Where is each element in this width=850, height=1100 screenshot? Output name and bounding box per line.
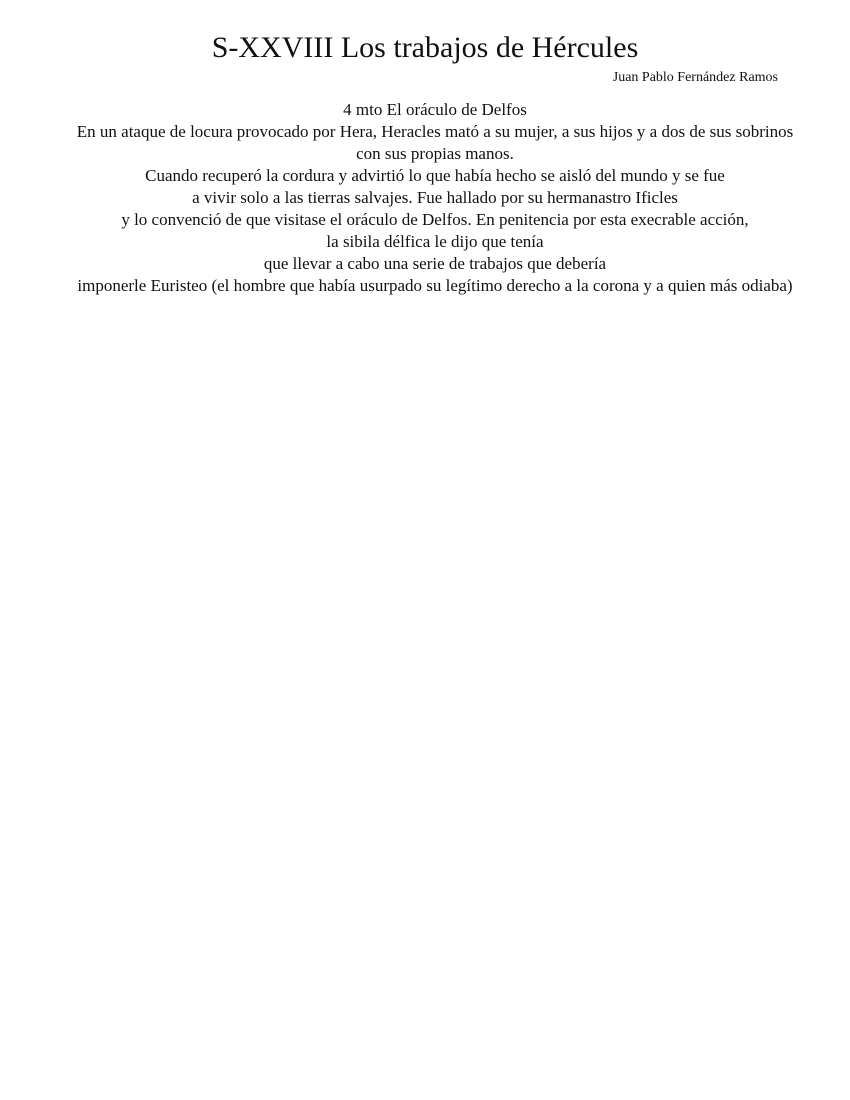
document-body — [0, 99, 850, 297]
body-line: a vivir solo a las tierras salvajes. Fue hallado por su hermanastro Ificles — [192, 188, 678, 207]
body-line: y lo convenció de que visitase el oráculo de Delfos. En penitencia por esta execrable acción, — [121, 210, 749, 229]
document-title: S-XXVIII Los trabajos de Hércules — [211, 31, 639, 64]
body-line: con sus propias manos. — [356, 144, 514, 163]
body-line: En un ataque de locura provocado por Hera, Heracles mató a su mujer, a sus hijos y a dos de sus sobrinos — [76, 122, 794, 141]
body-line: la sibila délfica le dijo que tenía — [326, 232, 544, 251]
author-name: Juan Pablo Fernández Ramos — [612, 70, 778, 85]
section-heading: 4 mto El oráculo de Delfos — [343, 100, 527, 119]
body-line: Cuando recuperó la cordura y advirtió lo que había hecho se aisló del mundo y se fue — [145, 166, 725, 185]
body-line: que llevar a cabo una serie de trabajos que debería — [263, 254, 607, 273]
body-line: imponerle Euristeo (el hombre que había usurpado su legítimo derecho a la corona y a quien más odiaba) — [77, 276, 793, 295]
